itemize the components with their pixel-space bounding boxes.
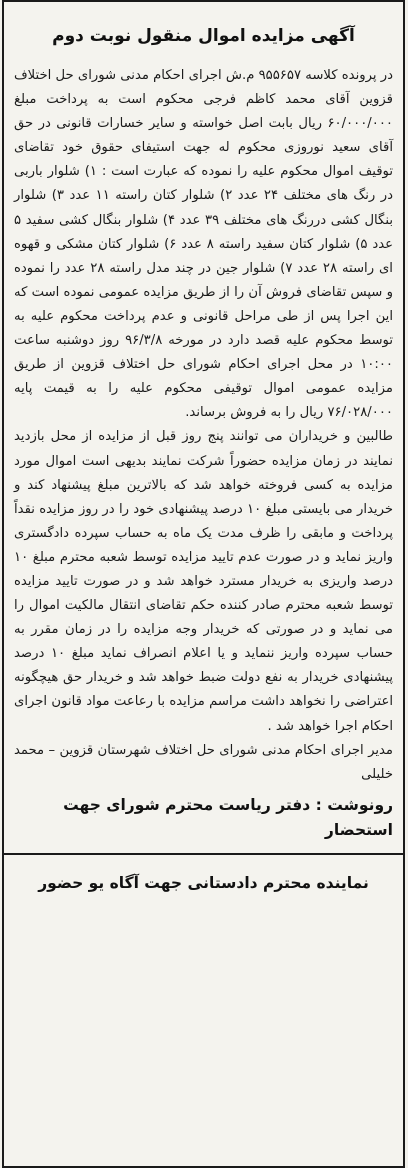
notice-body <box>14 64 393 787</box>
notice-cc-line: رونوشت : دفتر ریاست محترم شورای جهت استحضار <box>63 795 393 839</box>
notice-paragraph-case: در پرونده کلاسه ۹۵۵۶۵۷ م.ش اجرای احکام مدنی شورای حل اختلاف قزوین آقای محمد کاظم فرجی محکوم است به پرداخت مبلغ ۶۰/۰۰۰/۰۰۰ ریال بابت اصل خواسته و سایر خسارات قانونی در حق آقای سعید نوروزی محکوم له جهت استیفای حقوق خود تقاضای توقیف اموال محکوم علیه را نموده که عبارت است : ۱) شلوار باربی در رنگ های مختلف ۲۴ عدد ۲) شلوار کتان راسته ۱۱ عدد ۳) شلوار بنگال کشی دررنگ های مختلف ۳۹ عدد ۴) شلوار بنگال کشی سفید ۵ عدد ۵) شلوار کتان سفید راسته ۸ عدد ۶) شلوار کتان مشکی و قهوه ای راسته ۲۸ عدد ۷) شلوار جین در چند مدل راسته ۲۸ عدد را نموده و سپس تقاضای فروش آن را از طریق مزایده عمومی نموده است که این اجرا پس از طی مراحل قانونی و عدم پرداخت محکوم علیه به توسط محکوم علیه قصد دارد در مورخه ۹۶/۳/۸ روز دوشنبه ساعت ۱۰:۰۰ در محل اجرای احکام شورای حل اختلاف قزوین از طریق مزایده عمومی اموال توقیفی محکوم علیه را به قیمت پایه ۷۶/۰۲۸/۰۰۰ ریال را به فروش برساند. <box>14 68 393 421</box>
notice-title: آگهی مزایده اموال منقول نوبت دوم <box>52 26 355 46</box>
notice-signature: مدیر اجرای احکام مدنی شورای حل اختلاف شهرستان قزوین – محمد خلیلی <box>14 742 393 782</box>
notice-paragraph-terms: طالبین و خریداران می توانند پنج روز قبل از مزایده از محل بازدید نمایند در زمان مزایده حضوراً شرکت نمایند بدیهی است اموال مورد مزایده به کسی فروخته خواهد شد که بالاترین مبلغ پیشنهاد کند و خریدار می بایستی مبلغ ۱۰ درصد پیشنهادی خود را در روز مزایده نقداً پرداخت و مابقی را ظرف مدت یک ماه به حساب سپرده دادگستری واریز نماید و در صورت عدم تایید مزایده توسط شعبه محترم مبلغ ۱۰ درصد واریزی به خریدار مسترد خواهد شد و در صورت تایید مزایده توسط شعبه محترم صادر کننده حکم تقاضای انتقال مالکیت اموال را می نماید و در صورتی که خریدار وجه مزایده را در زمان مقرر به حساب سپرده واریز ننماید و یا اعلام انصراف نماید مبلغ ۱۰ درصد پیشنهادی خریدار به نفع دولت ضبط خواهد شد و خریدار حق هیچگونه اعتراضی را نخواهد داشت مراسم مزایده با رعاعت مواد قانون اجرای احکام اجرا خواهد شد . <box>14 429 393 734</box>
section-divider <box>4 853 403 855</box>
notice-footer-line: نماینده محترم دادستانی جهت آگاه یو حضور <box>38 873 369 892</box>
auction-notice <box>2 0 405 1168</box>
